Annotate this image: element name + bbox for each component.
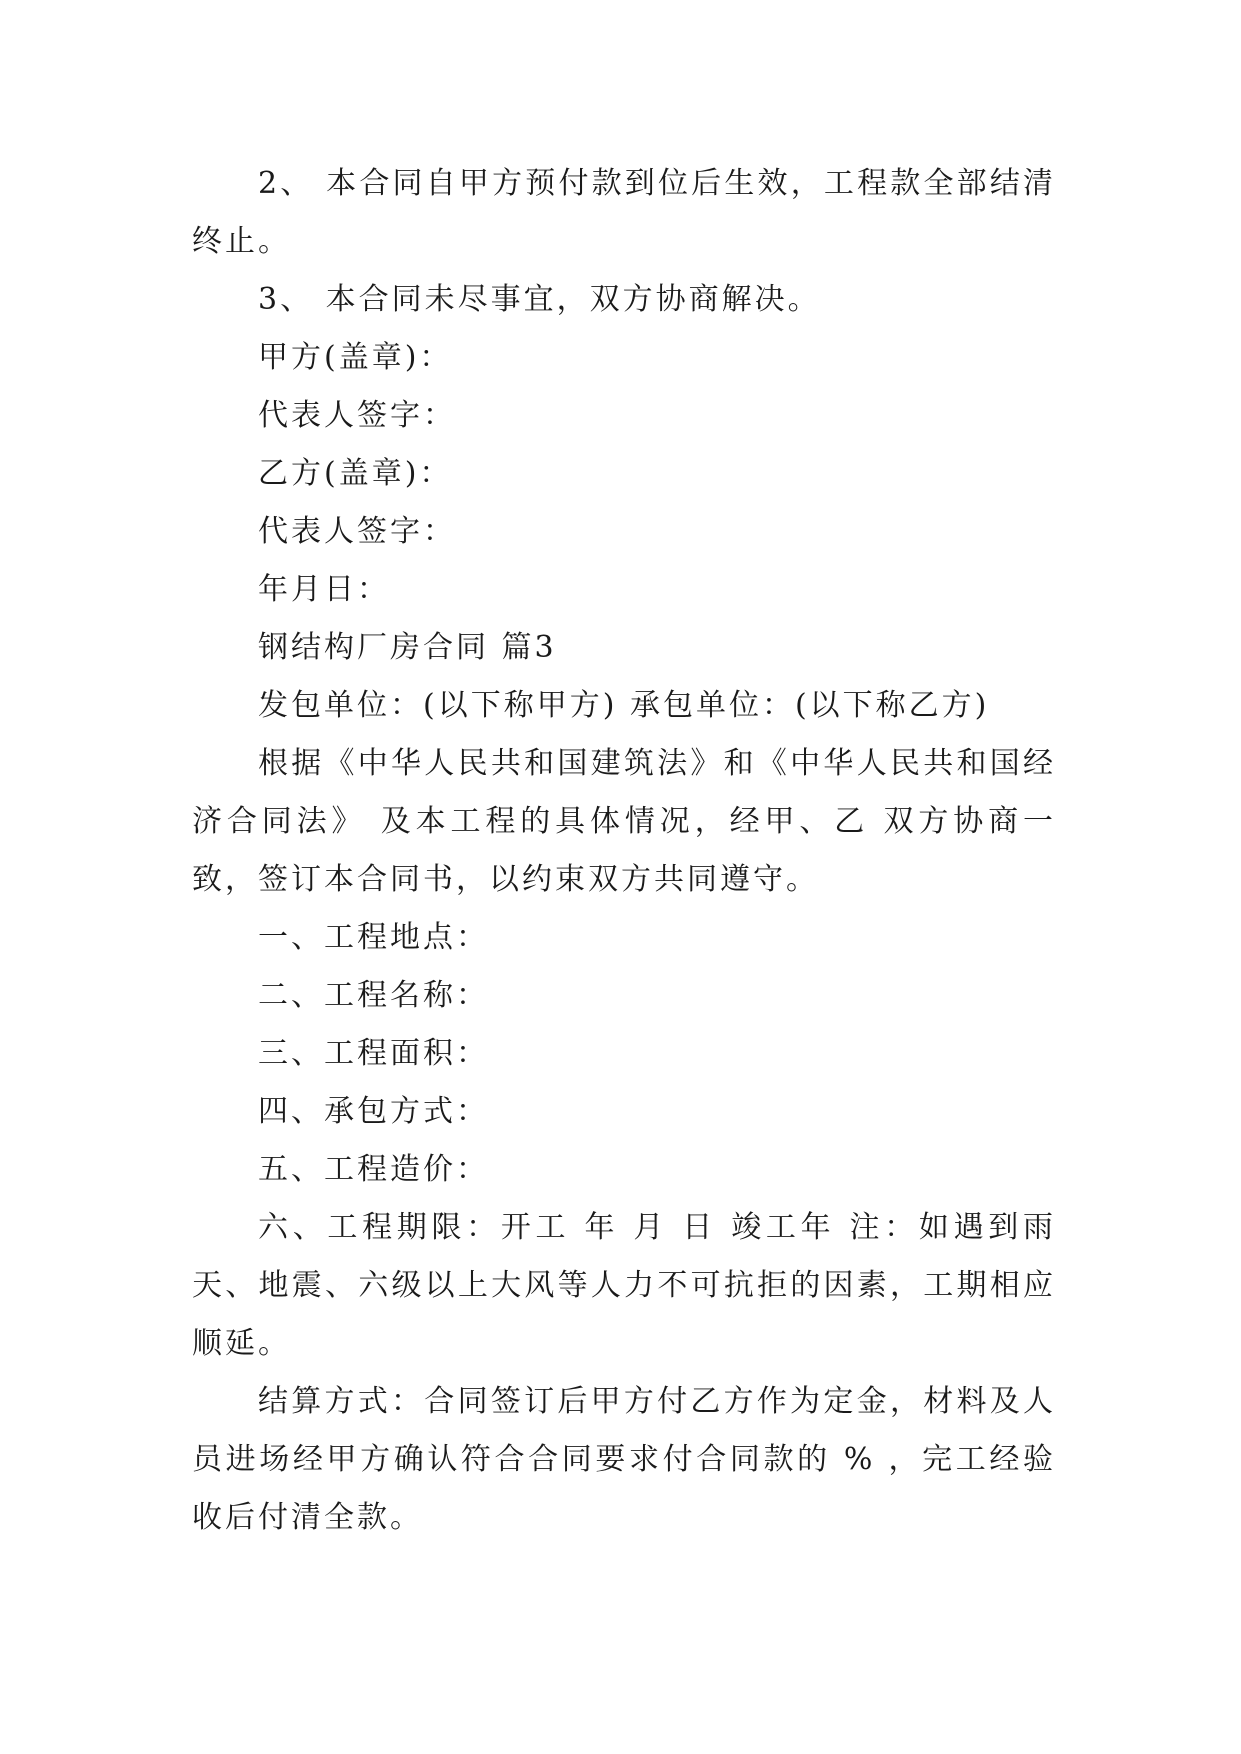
date-line: 年月日： (258, 572, 390, 607)
document-body (192, 155, 1056, 1547)
party-b-seal-line: 乙方(盖章)： (258, 456, 453, 491)
party-a-seal-line: 甲方(盖章)： (258, 340, 453, 375)
settlement-method-paragraph: 结算方式：合同签订后甲方付乙方作为定金，材料及人员进场经甲方确认符合合同要求付合同款的 % ，完工经验收后付清全款。 (192, 1384, 1056, 1535)
item-project-schedule: 六、工程期限：开工 年 月 日 竣工年 注：如遇到雨天、地震、六级以上大风等人力不可抗拒的因素，工期相应顺延。 (192, 1210, 1056, 1361)
section-title: 钢结构厂房合同 篇3 (258, 630, 557, 665)
item-project-name: 二、工程名称： (258, 978, 489, 1013)
party-b-representative-line: 代表人签字： (258, 514, 456, 549)
clause-effective-term: 2、 本合同自甲方预付款到位后生效，工程款全部结清终止。 (192, 166, 1056, 259)
clause-unresolved-matters: 3、 本合同未尽事宜，双方协商解决。 (258, 282, 821, 317)
item-project-cost: 五、工程造价： (258, 1152, 489, 1187)
parties-line: 发包单位：(以下称甲方) 承包单位：(以下称乙方) (258, 688, 990, 723)
item-project-area: 三、工程面积： (258, 1036, 489, 1071)
item-contract-method: 四、承包方式： (258, 1094, 489, 1129)
party-a-representative-line: 代表人签字： (258, 398, 456, 433)
preamble-paragraph: 根据《中华人民共和国建筑法》和《中华人民共和国经济合同法》 及本工程的具体情况，经甲、乙 双方协商一致，签订本合同书，以约束双方共同遵守。 (192, 746, 1056, 897)
item-project-location: 一、工程地点： (258, 920, 489, 955)
